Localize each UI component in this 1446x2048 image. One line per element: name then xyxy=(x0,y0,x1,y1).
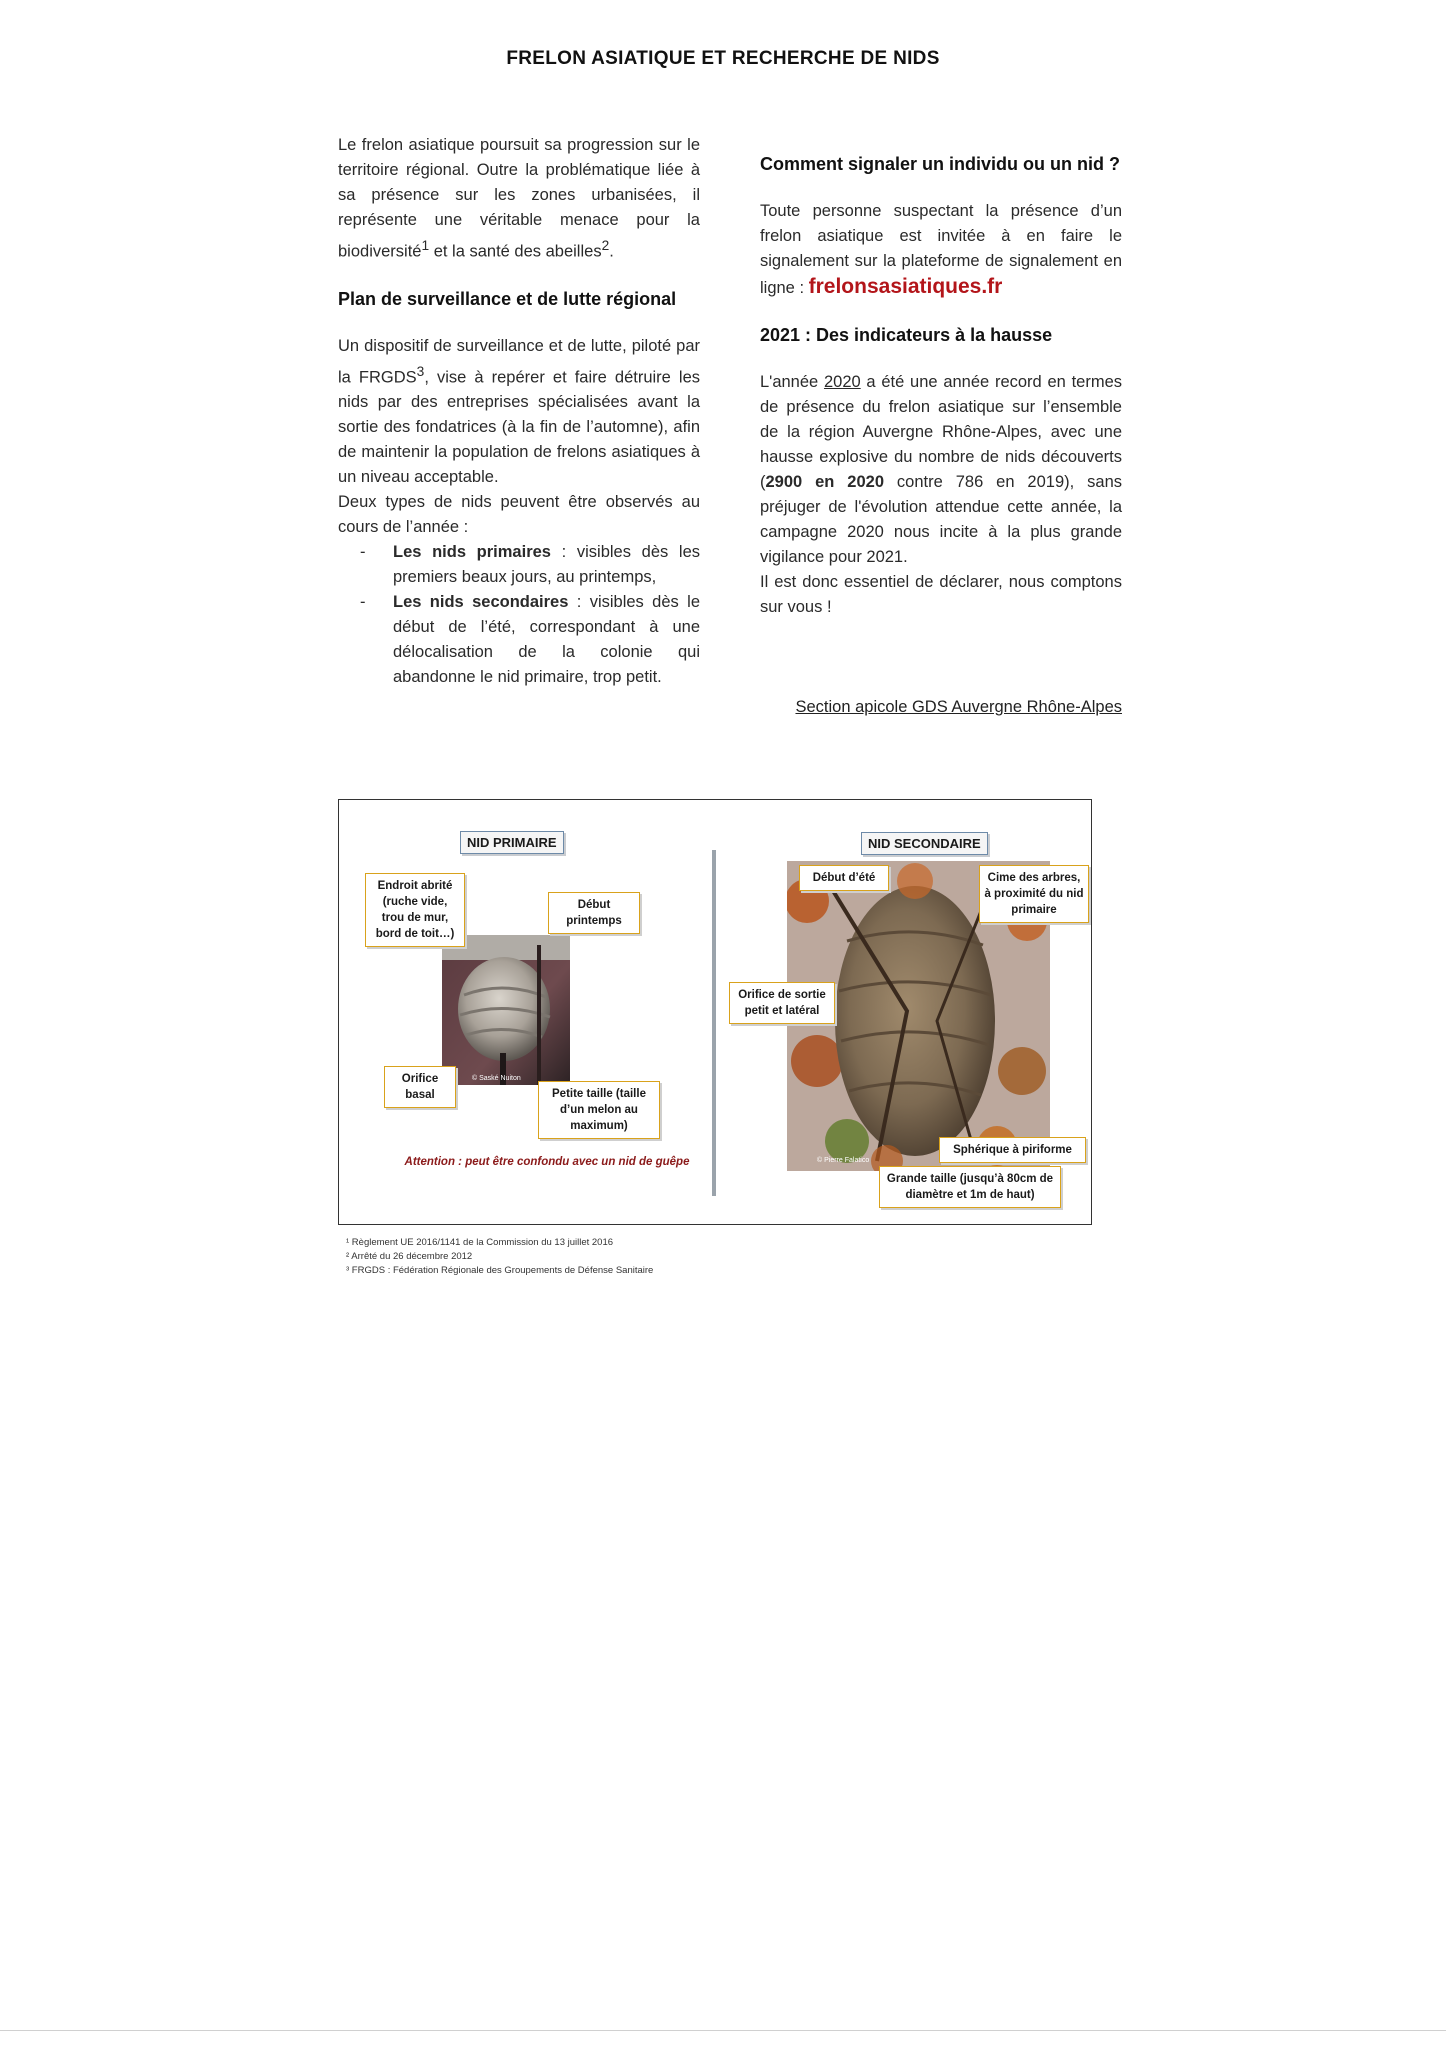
page-title: FRELON ASIATIQUE ET RECHERCHE DE NIDS xyxy=(506,48,940,69)
right-column xyxy=(760,152,1122,620)
indicators-paragraph xyxy=(760,370,1122,570)
secondary-text: : visibles dès le début de l’été, correspondant à une délocalisation de la colonie qui abandonne le nid primaire, trop petit. xyxy=(393,593,700,686)
primary-title-tag: NID PRIMAIRE xyxy=(460,831,564,854)
primary-label: Les nids primaires xyxy=(393,543,551,561)
secondary-photo-credit: © Pierre Falatico xyxy=(817,1157,870,1164)
label-large-size: Grande taille (jusqu’à 80cm de diamètre et 1m de haut) xyxy=(879,1166,1061,1208)
plan-text-b: , vise à repérer et faire détruire les nids par des entreprises spécialisées avant la sortie des fondatrices (à la fin de l’automne), afin de maintenir la population de frelons asiatiques à un niveau acceptable. xyxy=(338,368,700,486)
types-paragraph: Deux types de nids peuvent être observés au cours de l’année : xyxy=(338,493,700,536)
label-early-spring: Début printemps xyxy=(548,892,640,934)
primary-nest-photo xyxy=(442,935,570,1085)
label-small-size: Petite taille (taille d’un melon au maximum) xyxy=(538,1081,660,1139)
footnote-ref-2: 2 xyxy=(601,238,610,253)
secondary-label: Les nids secondaires xyxy=(393,593,569,611)
nest-count-bold: 2900 en 2020 xyxy=(765,473,885,491)
label-early-summer: Début d’été xyxy=(799,865,889,891)
label-shape: Sphérique à piriforme xyxy=(939,1137,1086,1163)
nest-comparison-figure xyxy=(338,799,1092,1225)
primary-text: : visibles dès les premiers beaux jours, au printemps, xyxy=(393,543,700,586)
report-text: Toute personne suspectant la présence d’un frelon asiatique est invitée à en faire le signalement sur la plateforme de signalement en ligne : xyxy=(760,202,1122,297)
plan-text-a: Un dispositif de surveillance et de lutte, piloté par la FRGDS xyxy=(338,336,700,386)
intro-text-c: . xyxy=(609,242,614,261)
primary-photo-credit: © Saské Nuiton xyxy=(472,1075,521,1082)
wasp-confusion-note: Attention : peut être confondu avec un nid de guêpe xyxy=(404,1156,690,1168)
conclusion-paragraph: Il est donc essentiel de déclarer, nous comptons sur vous ! xyxy=(760,573,1122,616)
secondary-title-tag: NID SECONDAIRE xyxy=(861,832,988,855)
report-link[interactable]: frelonsasiatiques.fr xyxy=(808,275,1003,298)
figure-divider xyxy=(712,850,716,1196)
signature: Section apicole GDS Auvergne Rhône-Alpes xyxy=(795,698,1122,716)
indicators-heading: 2021 : Des indicateurs à la hausse xyxy=(760,325,1053,345)
list-item-primary xyxy=(393,540,700,590)
intro-text-b: et la santé des abeilles xyxy=(429,242,602,261)
footnote-1: ¹ Règlement UE 2016/1141 de la Commission du 13 juillet 2016 xyxy=(346,1237,614,1248)
nest-types-list xyxy=(338,540,700,690)
scan-edge-line xyxy=(0,2030,1446,2031)
intro-text-a: Le frelon asiatique poursuit sa progression sur le territoire régional. Outre la problématique liée à sa présence sur les zones urbanisées, il représente une véritable menace pour la biodiversité xyxy=(338,136,700,261)
footnote-ref-3: 3 xyxy=(416,363,425,379)
indicators-text-b: a été une année record en termes de présence du frelon asiatique sur l’ensemble de la région Auvergne Rhône-Alpes, avec une hausse explosive du nombre de nids découverts ( xyxy=(760,373,1122,491)
left-column xyxy=(338,133,700,690)
indicators-text-a: L'année xyxy=(760,373,824,391)
plan-heading: Plan de surveillance et de lutte régional xyxy=(338,288,677,309)
report-paragraph xyxy=(760,199,1122,301)
year-underlined: 2020 xyxy=(823,373,861,391)
footnotes xyxy=(346,1236,653,1278)
plan-paragraph xyxy=(338,334,700,491)
label-basal-opening: Orifice basal xyxy=(384,1066,456,1108)
label-tree-tops: Cime des arbres, à proximité du nid primaire xyxy=(979,865,1089,923)
footnote-ref-1: 1 xyxy=(421,238,430,253)
intro-paragraph xyxy=(338,133,700,265)
footnote-3: ³ FRGDS : Fédération Régionale des Groupements de Défense Sanitaire xyxy=(346,1265,654,1276)
list-item-secondary xyxy=(393,590,700,690)
label-sheltered-place: Endroit abrité (ruche vide, trou de mur, bord de toit…) xyxy=(365,873,465,947)
indicators-text-c: contre 786 en 2019), sans préjuger de l'évolution attendue cette année, la campagne 2020 nous incite à la plus grande vigilance pour 2021. xyxy=(760,473,1122,566)
label-side-opening: Orifice de sortie petit et latéral xyxy=(729,982,835,1024)
report-heading: Comment signaler un individu ou un nid ? xyxy=(760,154,1120,174)
footnote-2: ² Arrêté du 26 décembre 2012 xyxy=(346,1251,473,1262)
